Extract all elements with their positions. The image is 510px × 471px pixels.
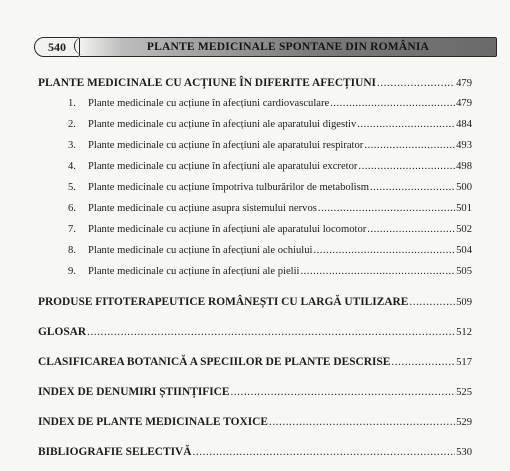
toc-entry-page: 529 — [456, 417, 472, 428]
dot-leader — [87, 326, 455, 338]
table-of-contents — [38, 77, 472, 467]
toc-entry-title: Plante medicinale cu acțiune în afecțiuni ale aparatului digestiv — [88, 119, 357, 130]
toc-entry-title: Plante medicinale cu acțiune în afecțiuni cardiovasculare — [88, 98, 330, 109]
toc-item-number: 4. — [68, 161, 76, 172]
toc-entry-title: Plante medicinale cu acțiune asupra sistemului nervos — [88, 203, 317, 214]
toc-item-number: 1. — [68, 98, 76, 109]
toc-entry-page: 512 — [456, 327, 472, 338]
section-spacer — [38, 377, 472, 386]
toc-entry-title: Plante medicinale cu acțiune în afecțiuni ale aparatului excretor — [88, 161, 358, 172]
dot-leader — [357, 119, 455, 130]
toc-entry-page: 501 — [456, 203, 472, 214]
toc-entry-page: 530 — [456, 447, 472, 458]
dot-leader — [364, 140, 455, 151]
toc-item-4[interactable] — [38, 161, 472, 182]
toc-item-number: 5. — [68, 182, 76, 193]
toc-entry-title: INDEX DE DENUMIRI ȘTIINȚIFICE — [38, 386, 230, 398]
toc-entry-page: 479 — [456, 78, 472, 89]
toc-item-7[interactable] — [38, 224, 472, 245]
toc-chapter-classification[interactable] — [38, 356, 472, 377]
toc-entry-title: Plante medicinale cu acțiune în afecțiuni ale aparatului locomotor — [88, 224, 367, 235]
section-spacer — [38, 407, 472, 416]
section-spacer — [38, 287, 472, 296]
section-spacer — [38, 347, 472, 356]
dot-leader — [318, 203, 455, 214]
toc-entry-title: Plante medicinale cu acțiune în afecțiuni ale pielii — [88, 266, 300, 277]
toc-entry-title: Plante medicinale cu acțiune în afecțiuni ale ochiului — [88, 245, 313, 256]
toc-item-2[interactable] — [38, 119, 472, 140]
toc-item-number: 7. — [68, 224, 76, 235]
toc-item-5[interactable] — [38, 182, 472, 203]
toc-item-1[interactable] — [38, 98, 472, 119]
toc-item-3[interactable] — [38, 140, 472, 161]
dot-leader — [377, 77, 455, 89]
toc-chapter-toxic-index[interactable] — [38, 416, 472, 437]
toc-entry-page: 479 — [456, 98, 472, 109]
dot-leader — [230, 386, 455, 398]
page-number: 540 — [34, 37, 80, 57]
section-spacer — [38, 317, 472, 326]
toc-entry-page: 498 — [456, 161, 472, 172]
toc-entry-title: BIBLIOGRAFIE SELECTIVĂ — [38, 446, 192, 458]
running-header — [34, 37, 496, 57]
dot-leader — [367, 224, 455, 235]
toc-entry-page: 502 — [456, 224, 472, 235]
dot-leader — [409, 296, 455, 308]
toc-entry-title: CLASIFICAREA BOTANICĂ A SPECIILOR DE PLANTE DESCRISE — [38, 356, 391, 368]
toc-chapter-products[interactable] — [38, 296, 472, 317]
dot-leader — [313, 245, 455, 256]
toc-entry-page: 517 — [456, 357, 472, 368]
toc-item-8[interactable] — [38, 245, 472, 266]
header-band — [80, 37, 497, 57]
dot-leader — [358, 161, 455, 172]
dot-leader — [370, 182, 455, 193]
dot-leader — [193, 446, 456, 458]
toc-entry-title: GLOSAR — [38, 326, 87, 338]
toc-chapter-bibliography[interactable] — [38, 446, 472, 467]
toc-entry-page: 509 — [456, 297, 472, 308]
running-header-title: PLANTE MEDICINALE SPONTANE DIN ROMÂNIA — [146, 41, 430, 53]
toc-item-9[interactable] — [38, 266, 472, 287]
toc-chapter-glossary[interactable] — [38, 326, 472, 347]
toc-entry-page: 484 — [456, 119, 472, 130]
toc-item-number: 3. — [68, 140, 76, 151]
toc-entry-page: 504 — [456, 245, 472, 256]
toc-section-heading[interactable] — [38, 77, 472, 98]
toc-entry-title: PRODUSE FITOTERAPEUTICE ROMÂNEȘTI CU LARGĂ UTILIZARE — [38, 296, 409, 308]
toc-entry-page: 493 — [456, 140, 472, 151]
toc-entry-title: INDEX DE PLANTE MEDICINALE TOXICE — [38, 416, 268, 428]
section-spacer — [38, 437, 472, 446]
toc-item-number: 9. — [68, 266, 76, 277]
toc-entry-page: 500 — [456, 182, 472, 193]
toc-item-6[interactable] — [38, 203, 472, 224]
dot-leader — [330, 98, 455, 109]
dot-leader — [269, 416, 455, 428]
toc-item-number: 2. — [68, 119, 76, 130]
toc-entry-page: 525 — [456, 387, 472, 398]
dot-leader — [391, 356, 455, 368]
toc-entry-title: Plante medicinale cu acțiune în afecțiuni ale aparatului respirator — [88, 140, 364, 151]
toc-chapter-scientific-index[interactable] — [38, 386, 472, 407]
toc-entry-page: 505 — [456, 266, 472, 277]
dot-leader — [301, 266, 456, 277]
toc-item-number: 6. — [68, 203, 76, 214]
toc-entry-title: Plante medicinale cu acțiune împotriva tulburărilor de metabolism — [88, 182, 369, 193]
toc-item-number: 8. — [68, 245, 76, 256]
toc-entry-title: PLANTE MEDICINALE CU ACȚIUNE ÎN DIFERITE AFECȚIUNI — [38, 77, 376, 89]
